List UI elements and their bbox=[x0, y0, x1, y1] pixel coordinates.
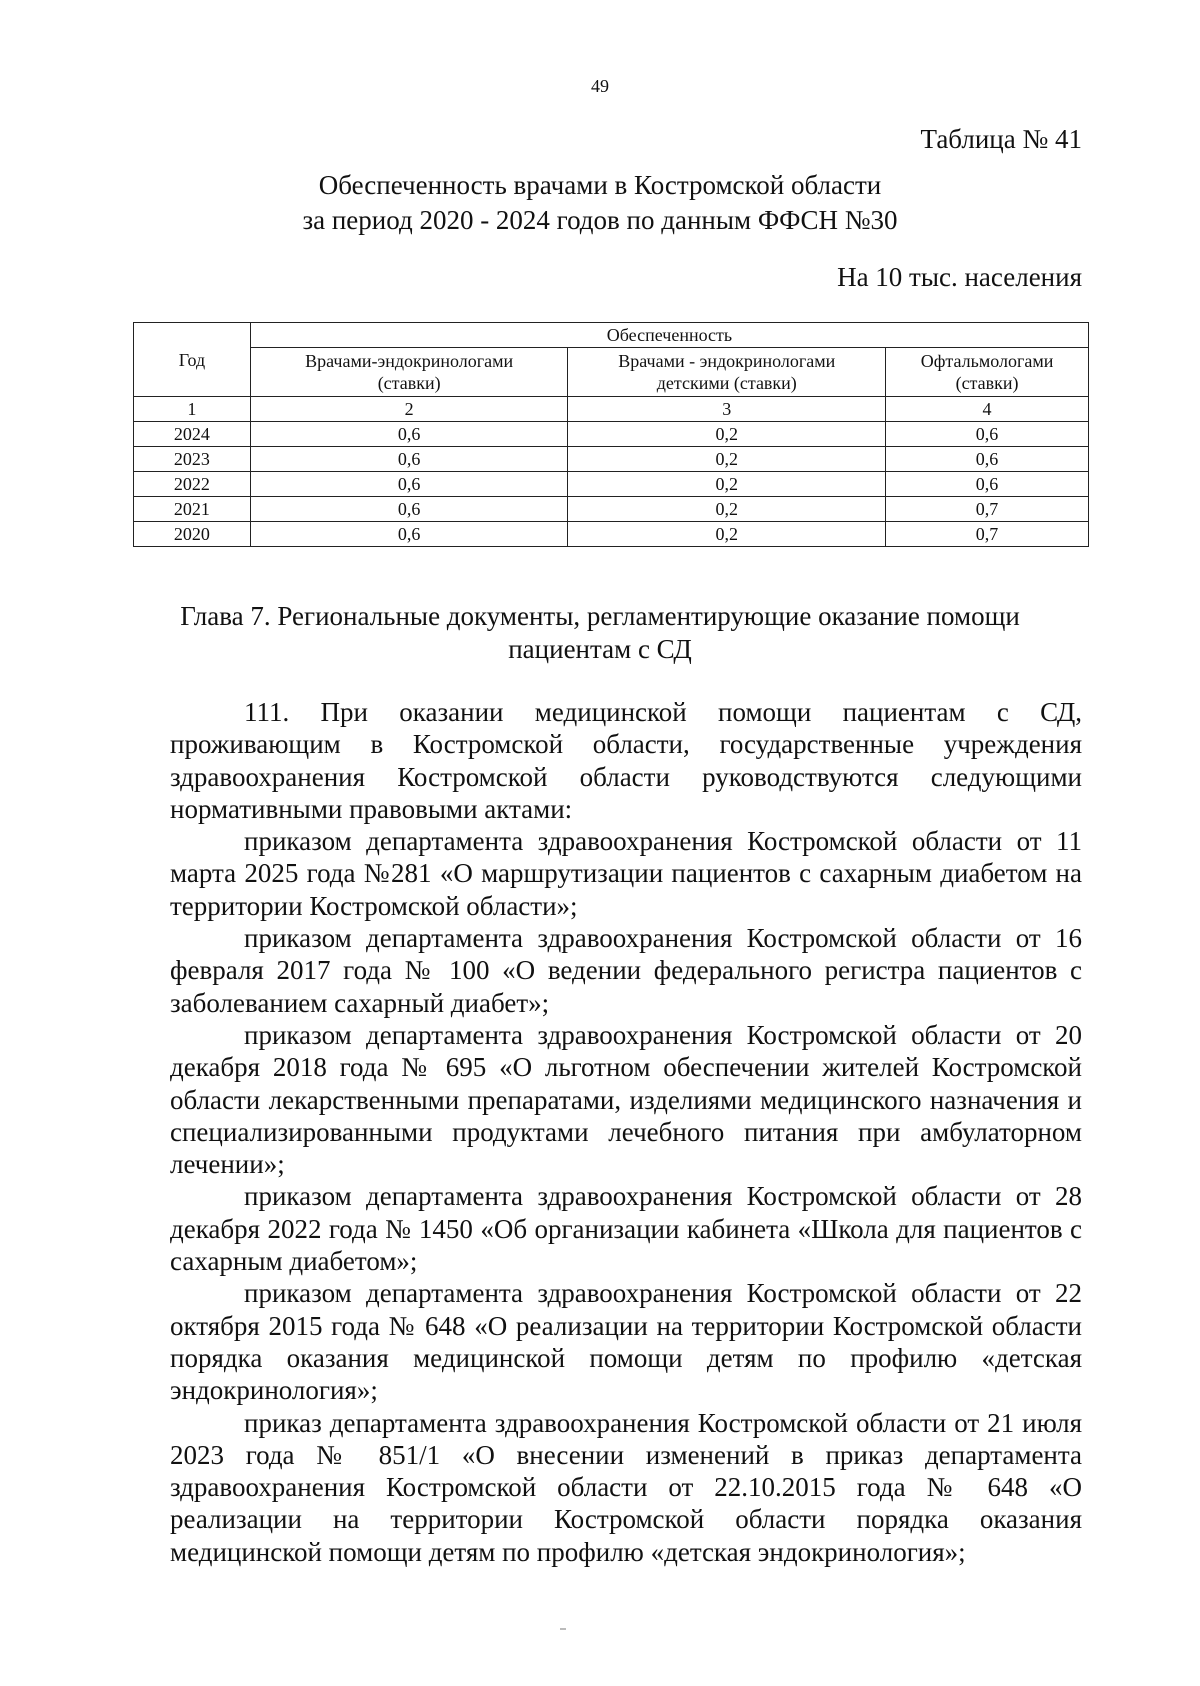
paragraph: приказом департамента здравоохранения Костромской области от 20 декабря 2018 года № 695 «О льготном обеспечении жителей Костромской области лекарственными препаратами, изделиями медицинского назначения и специализированными продуктами лечебного питания при амбулаторном лечении»; bbox=[170, 1019, 1082, 1180]
value-cell: 0,6 bbox=[250, 522, 568, 547]
table-row bbox=[134, 422, 1089, 447]
value-cell: 0,2 bbox=[568, 447, 886, 472]
year-cell: 2024 bbox=[134, 422, 251, 447]
chapter-heading-line: пациентам с СД bbox=[508, 634, 692, 664]
table-row bbox=[134, 472, 1089, 497]
year-cell: 2020 bbox=[134, 522, 251, 547]
table-title-line: за период 2020 - 2024 годов по данным ФФСН №30 bbox=[302, 205, 898, 235]
column-header-endocrinologists bbox=[250, 348, 568, 397]
page-number: 49 bbox=[591, 76, 609, 96]
column-header-pediatric-endocrinologists bbox=[568, 348, 886, 397]
doctors-table bbox=[133, 322, 1089, 547]
body-text bbox=[170, 696, 1082, 1568]
group-header: Обеспеченность bbox=[250, 323, 1088, 348]
table-title-line: Обеспеченность врачами в Костромской области bbox=[318, 170, 882, 200]
column-header-ophthalmologists bbox=[886, 348, 1089, 397]
chapter-heading bbox=[0, 600, 1200, 666]
year-header: Год bbox=[134, 323, 251, 397]
column-index: 1 bbox=[134, 397, 251, 422]
scan-mark bbox=[560, 1628, 566, 1630]
paragraph: 111. При оказании медицинской помощи пациентам с СД, проживающим в Костромской области, государственные учреждения здравоохранения Костромской области руководствуются следующими нормативными правовыми актами: bbox=[170, 697, 1082, 824]
column-header-line: (ставки) bbox=[955, 373, 1019, 393]
column-header-line: Врачами - эндокринологами bbox=[618, 351, 836, 371]
year-cell: 2022 bbox=[134, 472, 251, 497]
paragraph: приказом департамента здравоохранения Костромской области от 22 октября 2015 года № 648 «О реализации на территории Костромской области порядка оказания медицинской помощи детям по профилю «детская эндокринология»; bbox=[170, 1278, 1082, 1406]
units-note: На 10 тыс. населения bbox=[837, 262, 1082, 292]
value-cell: 0,6 bbox=[886, 472, 1089, 497]
paragraph: приказом департамента здравоохранения Костромской области от 16 февраля 2017 года № 100 «О ведении федерального регистра пациентов с заболеванием сахарный диабет»; bbox=[170, 923, 1082, 1018]
paragraph: приказом департамента здравоохранения Костромской области от 11 марта 2025 года №281 «О маршрутизации пациентов с сахарным диабетом на территории Костромской области»; bbox=[170, 826, 1082, 921]
table-row bbox=[134, 497, 1089, 522]
column-header-line: Офтальмологами bbox=[920, 351, 1054, 371]
value-cell: 0,7 bbox=[886, 497, 1089, 522]
column-index: 4 bbox=[886, 397, 1089, 422]
value-cell: 0,2 bbox=[568, 522, 886, 547]
value-cell: 0,2 bbox=[568, 497, 886, 522]
year-cell: 2023 bbox=[134, 447, 251, 472]
paragraph: приказом департамента здравоохранения Костромской области от 28 декабря 2022 года № 1450 «Об организации кабинета «Школа для пациентов с сахарным диабетом»; bbox=[170, 1181, 1082, 1277]
table-caption: Таблица № 41 bbox=[920, 124, 1082, 154]
value-cell: 0,6 bbox=[250, 472, 568, 497]
value-cell: 0,6 bbox=[886, 422, 1089, 447]
value-cell: 0,6 bbox=[250, 422, 568, 447]
year-cell: 2021 bbox=[134, 497, 251, 522]
column-header-line: детскими (ставки) bbox=[656, 373, 797, 393]
column-header-line: Врачами-эндокринологами bbox=[305, 351, 514, 371]
paragraph: приказ департамента здравоохранения Костромской области от 21 июля 2023 года № 851/1 «О внесении изменений в приказ департамента здравоохранения Костромской области от 22.10.2015 года № 648 «О реализации на территории Костромской области порядка оказания медицинской помощи детям по профилю «детская эндокринология»; bbox=[170, 1407, 1082, 1567]
table-header-row bbox=[134, 323, 1089, 348]
column-index-row bbox=[134, 397, 1089, 422]
value-cell: 0,7 bbox=[886, 522, 1089, 547]
table-row bbox=[134, 522, 1089, 547]
column-index: 2 bbox=[250, 397, 568, 422]
value-cell: 0,6 bbox=[250, 497, 568, 522]
value-cell: 0,2 bbox=[568, 472, 886, 497]
table-title bbox=[0, 168, 1200, 238]
value-cell: 0,2 bbox=[568, 422, 886, 447]
column-header-line: (ставки) bbox=[377, 373, 441, 393]
table-row bbox=[134, 447, 1089, 472]
table-subheader-row bbox=[134, 348, 1089, 397]
column-index: 3 bbox=[568, 397, 886, 422]
value-cell: 0,6 bbox=[886, 447, 1089, 472]
chapter-heading-line: Глава 7. Региональные документы, регламентирующие оказание помощи bbox=[180, 601, 1020, 631]
value-cell: 0,6 bbox=[250, 447, 568, 472]
